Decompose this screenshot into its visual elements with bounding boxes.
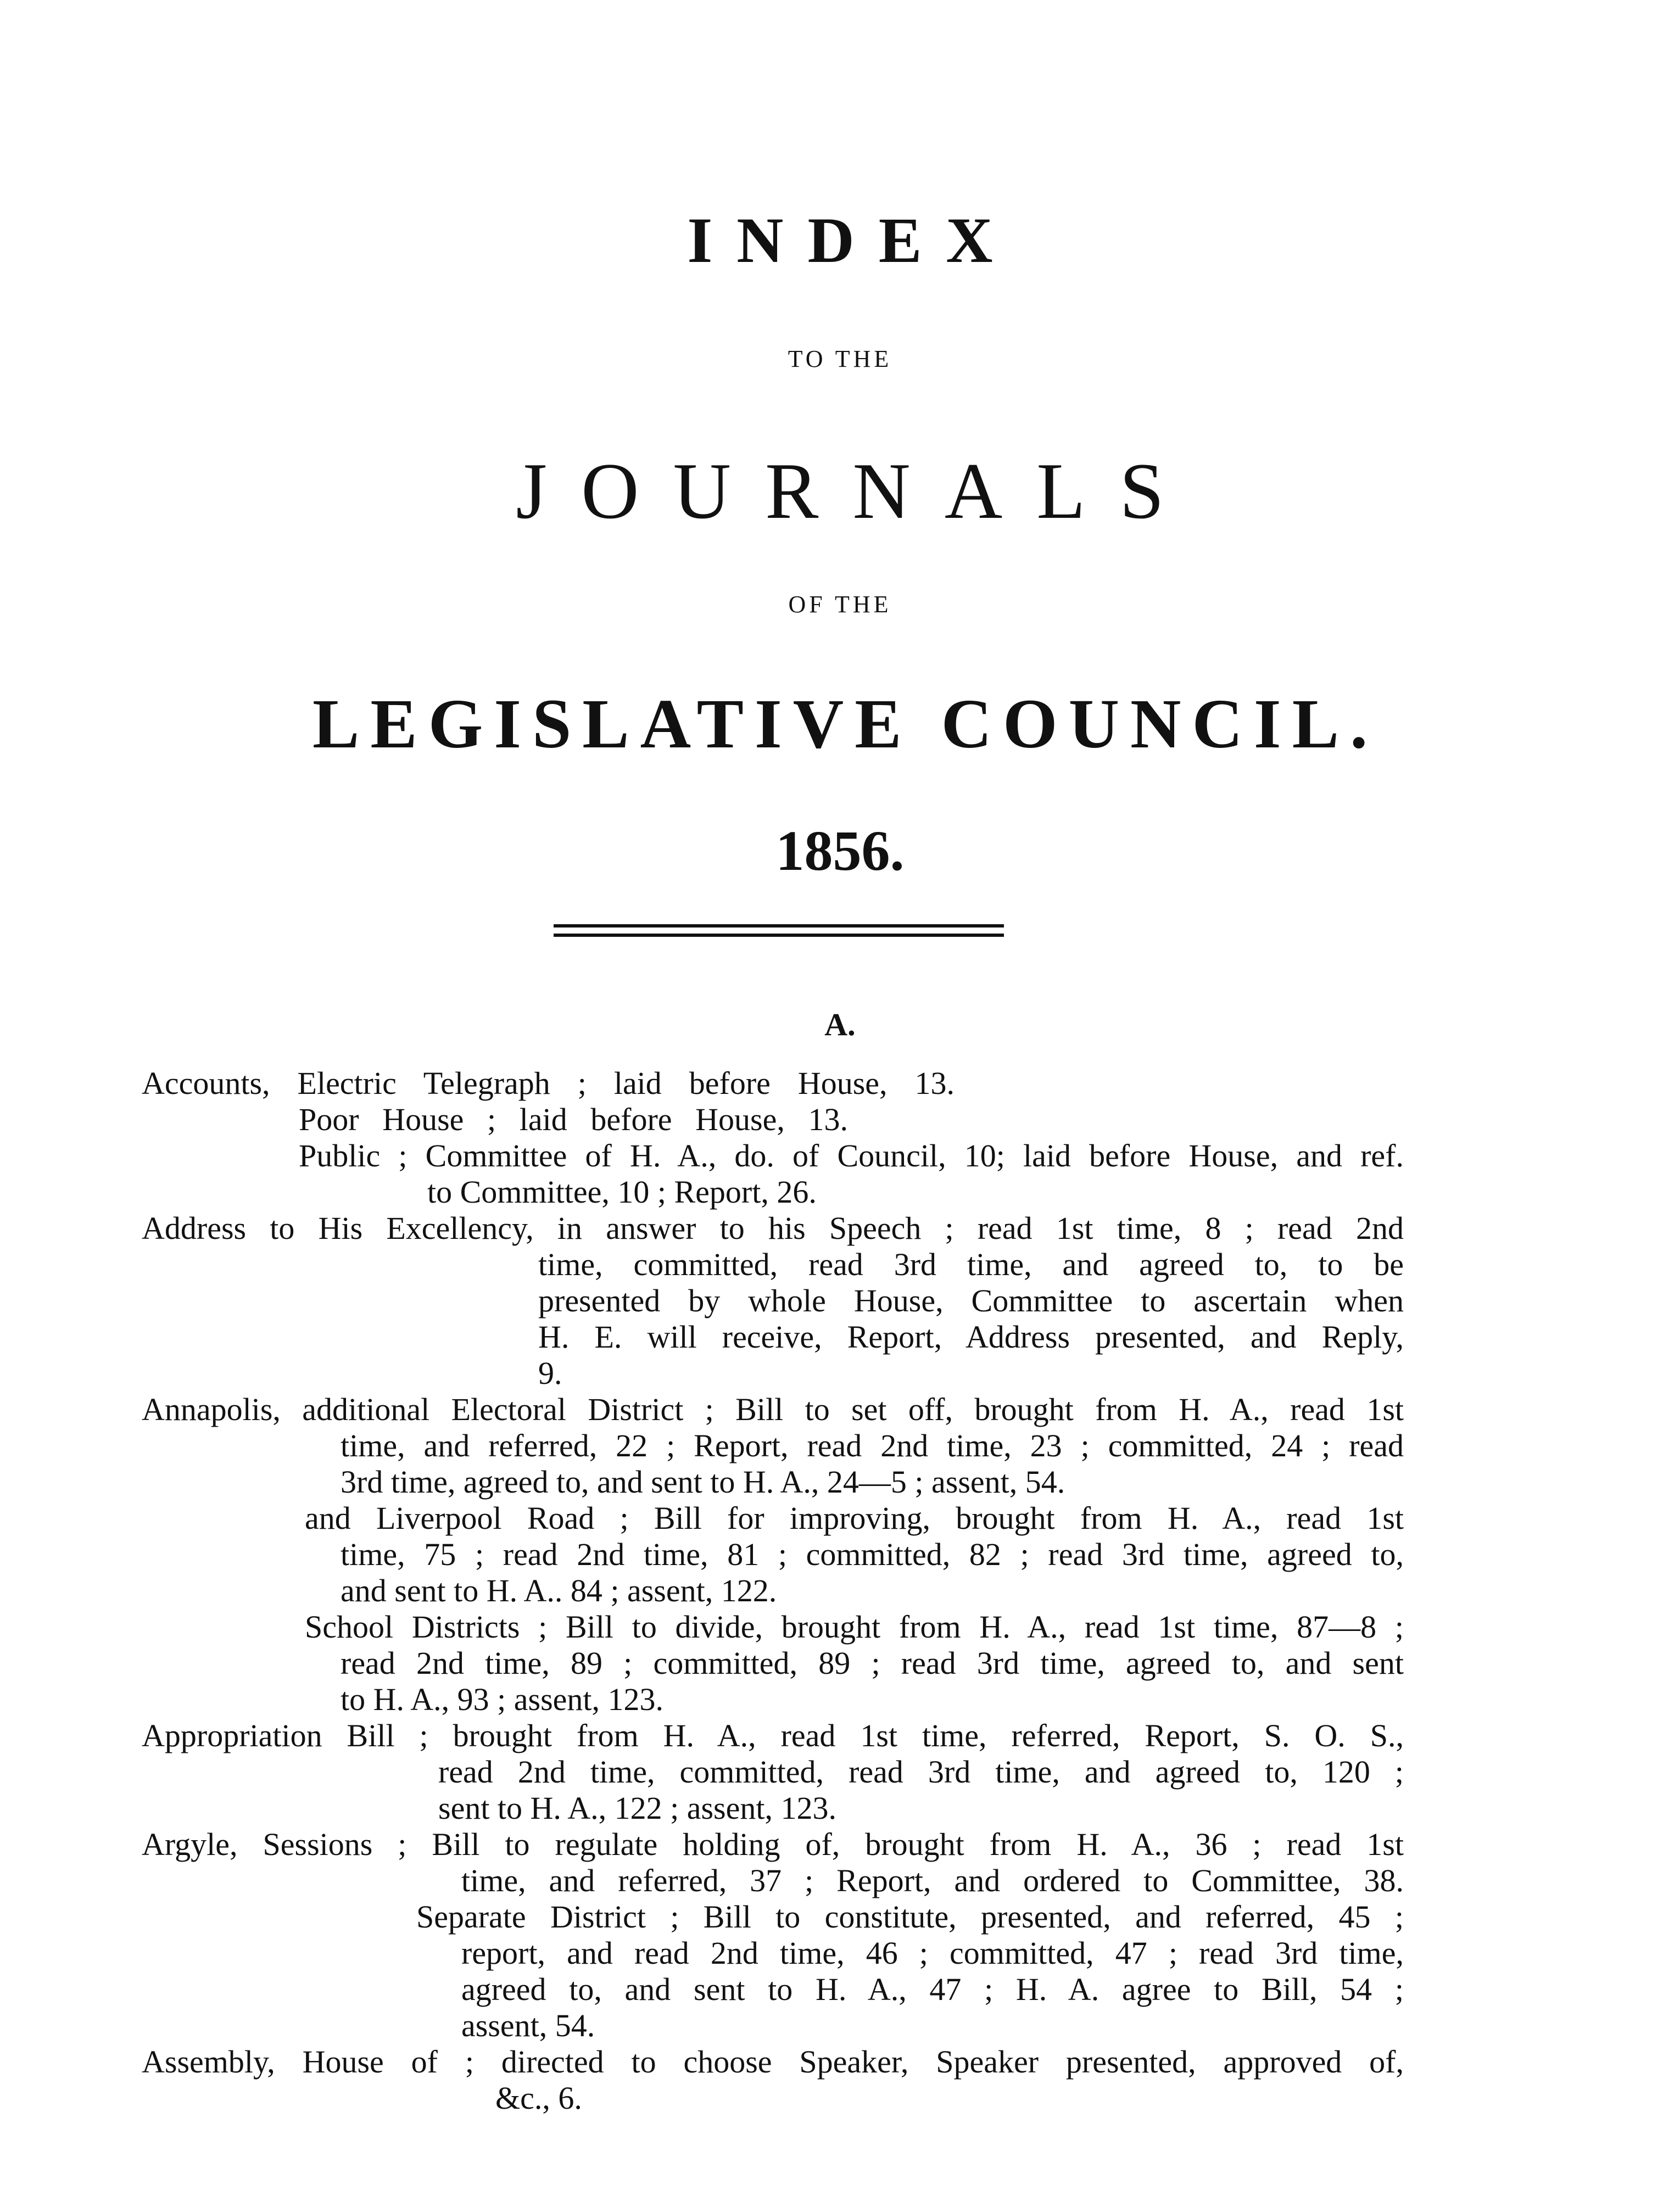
index-line: time, 75 ; read 2nd time, 81 ; committed, 82 ; read 3rd time, agreed to, [341,1536,1404,1572]
index-line: sent to H. A., 122 ; assent, 123. [438,1790,836,1826]
index-line: School Districts ; Bill to divide, brought from H. A., read 1st time, 87—8 ; [305,1609,1404,1645]
index-line: Poor House ; laid before House, 13. [299,1102,848,1137]
index-line: presented by whole House, Committee to ascertain when [538,1283,1404,1318]
index-line: Public ; Committee of H. A., do. of Council, 10; laid before House, and ref. [299,1138,1404,1174]
of-the-caption: OF THE [788,591,892,618]
index-line: 9. [538,1355,562,1391]
index-line: 3rd time, agreed to, and sent to H. A., 24—5 ; assent, 54. [341,1464,1065,1500]
index-line: read 2nd time, committed, read 3rd time, and agreed to, 120 ; [438,1754,1404,1790]
index-line: Argyle, Sessions ; Bill to regulate holding of, brought from H. A., 36 ; read 1st [142,1826,1404,1862]
index-line: time, committed, read 3rd time, and agreed to, to be [538,1247,1404,1282]
index-line: and sent to H. A.. 84 ; assent, 122. [341,1573,777,1608]
journals-title: JOURNALS [516,446,1198,535]
index-line: Appropriation Bill ; brought from H. A., read 1st time, referred, Report, S. O. S., [142,1718,1404,1753]
index-line: and Liverpool Road ; Bill for improving, brought from H. A., read 1st [305,1500,1404,1536]
double-rule-top [554,924,1004,928]
index-line: time, and referred, 22 ; Report, read 2nd time, 23 ; committed, 24 ; read [341,1428,1404,1463]
index-line: time, and referred, 37 ; Report, and ordered to Committee, 38. [461,1863,1404,1898]
index-line: Separate District ; Bill to constitute, presented, and referred, 45 ; [416,1899,1404,1935]
index-line: read 2nd time, 89 ; committed, 89 ; read 3rd time, agreed to, and sent [341,1645,1404,1681]
to-the-caption: TO THE [788,345,892,372]
index-line: Address to His Excellency, in answer to his Speech ; read 1st time, 8 ; read 2nd [142,1210,1404,1246]
index-line: assent, 54. [461,2008,595,2043]
index-line: report, and read 2nd time, 46 ; committed, 47 ; read 3rd time, [461,1935,1404,1971]
index-line: &c., 6. [495,2080,582,2116]
index-line: H. E. will receive, Report, Address presented, and Reply, [538,1319,1404,1355]
year-title: 1856. [775,819,905,882]
section-letter: A. [824,1007,856,1042]
index-line: to H. A., 93 ; assent, 123. [341,1681,664,1717]
council-title: LEGISLATIVE COUNCIL. [312,685,1379,763]
index-line: Annapolis, additional Electoral District ; Bill to set off, brought from H. A., read 1st [142,1392,1404,1427]
index-title: INDEX [687,204,1017,276]
double-rule-bottom [554,934,1004,937]
index-line: Accounts, Electric Telegraph ; laid before House, 13. [142,1065,955,1101]
index-line: agreed to, and sent to H. A., 47 ; H. A. agree to Bill, 54 ; [461,1971,1404,2007]
index-line: Assembly, House of ; directed to choose Speaker, Speaker presented, approved of, [142,2044,1404,2080]
index-line: to Committee, 10 ; Report, 26. [427,1174,817,1210]
